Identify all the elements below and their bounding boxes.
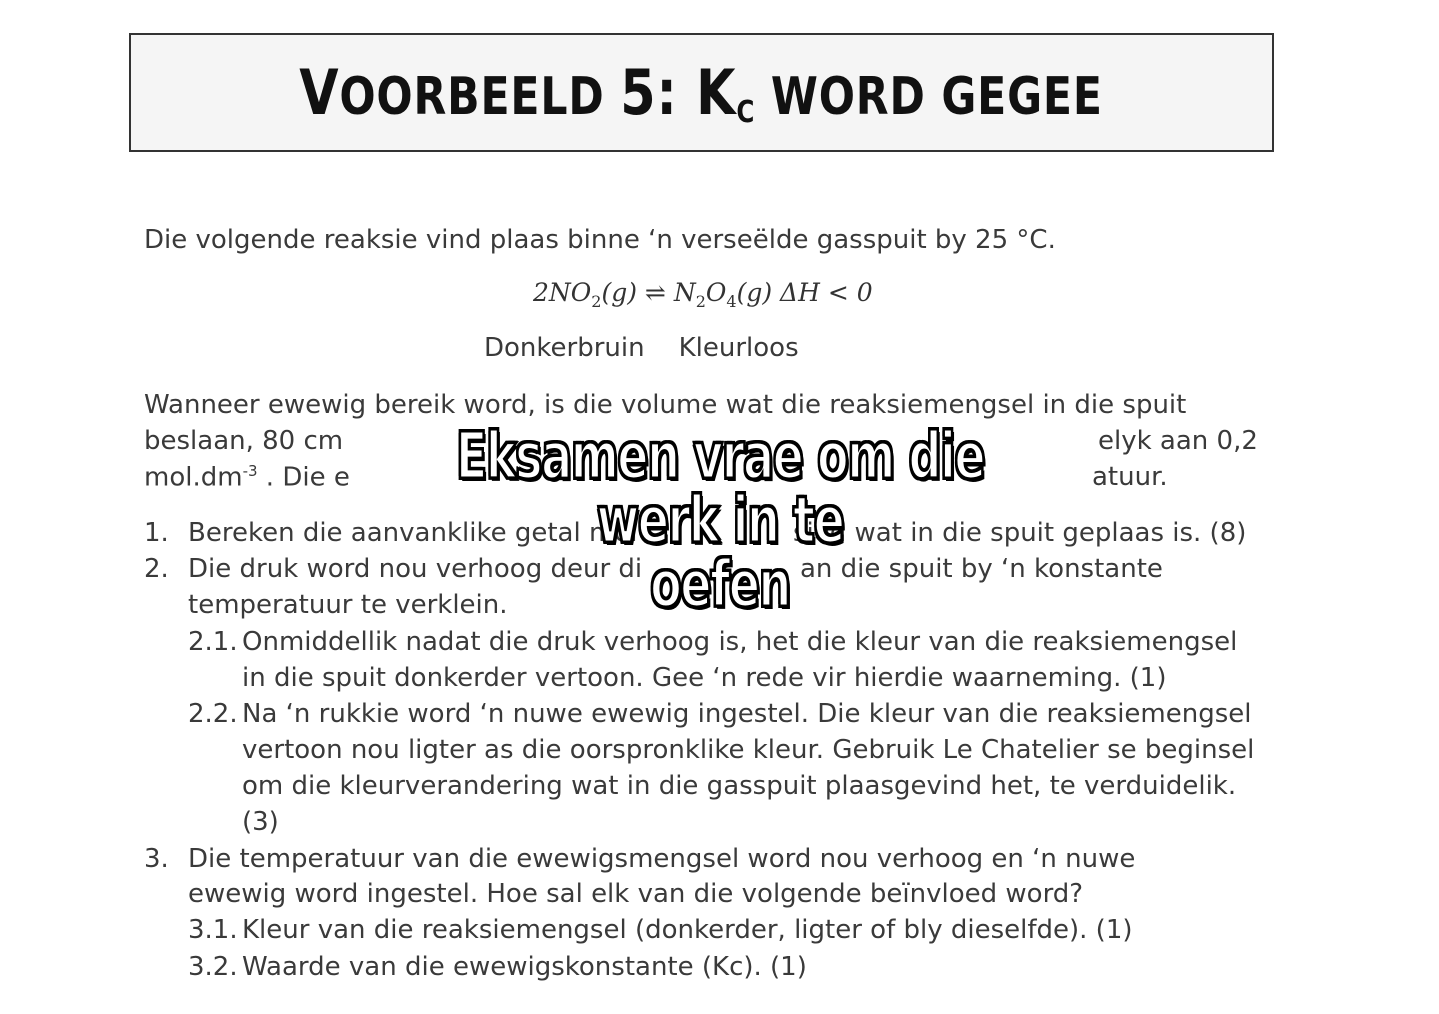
caption-overlay: [432, 420, 1008, 622]
question-text: om die kleurverandering wat in die gasspuit plaasgevind het, te verduidelik.: [242, 771, 1237, 801]
question-2-line: temperatuur te verklein.: [188, 590, 508, 620]
eq-arrow: (g) ⇌ N: [601, 278, 696, 307]
paragraph-line: elyk aan 0,2: [1098, 426, 1258, 456]
question-2-2: [188, 699, 1252, 729]
question-2-end: an die spuit by ‘n konstante: [800, 554, 1163, 584]
unit-exponent: -3: [242, 462, 258, 480]
title-number: 5: K: [620, 55, 737, 129]
unit: mol.dm: [144, 462, 243, 493]
question-text: Die temperatuur van die ewewigsmengsel word nou verhoog en ‘n nuwe: [188, 844, 1136, 874]
reaction-equation: [533, 278, 873, 311]
reactant-color: Donkerbruin: [484, 333, 645, 363]
eq-sub: 2: [591, 292, 602, 311]
eq-reactant: 2NO: [533, 278, 592, 307]
paragraph-line: Wanneer ewewig bereik word, is die volume wat die reaksiemengsel in die spuit: [144, 390, 1187, 420]
question-text: Bereken die aanvanklike getal mol: [188, 518, 638, 548]
eq-product: O: [705, 278, 727, 307]
eq-sub: 4: [726, 292, 737, 311]
question-text: in die spuit donkerder vertoon. Gee ‘n rede vir hierdie waarneming. (1): [242, 663, 1167, 693]
color-labels: [484, 333, 799, 363]
title-initial: V: [299, 55, 340, 129]
question-number: 2.1.: [188, 627, 238, 657]
title-box: [129, 33, 1274, 152]
question-text: vertoon nou ligter as die oorspronklike kleur. Gebruik Le Chatelier se beginsel: [242, 735, 1255, 765]
question-text: Na ‘n rukkie word ‘n nuwe ewewig ingestel. Die kleur van die reaksiemengsel: [242, 699, 1252, 729]
question-number: 1.: [144, 518, 169, 548]
caption-line: oefen: [650, 548, 790, 622]
question-text: Onmiddellik nadat die druk verhoog is, het die kleur van die reaksiemengsel: [242, 627, 1238, 657]
question-number: 2.2.: [188, 699, 238, 729]
eq-enthalpy: (g) ΔH < 0: [736, 278, 873, 307]
question-3-1: [188, 915, 1133, 945]
question-text: Waarde van die ewewigskonstante (Kc). (1): [242, 952, 807, 982]
question-marks: (3): [242, 807, 279, 837]
question-1-end: sied wat in die spuit geplaas is. (8): [793, 518, 1247, 548]
intro-text: Die volgende reaksie vind plaas binne ‘n verseëlde gasspuit by 25 °C.: [144, 225, 1056, 255]
question-number: 3.1.: [188, 915, 238, 945]
eq-sub: 2: [695, 292, 706, 311]
question-3: [144, 844, 1135, 874]
question-3-2: [188, 952, 807, 982]
title-subscript: C: [736, 94, 756, 130]
question-number: 3.: [144, 844, 169, 874]
question-2-1: [188, 627, 1237, 657]
paragraph-line: [144, 462, 350, 493]
question-number: 2.: [144, 554, 169, 584]
title-part-end: WORD GEGEE: [755, 66, 1104, 127]
question-text: Kleur van die reaksiemengsel (donkerder, ligter of bly dieselfde). (1): [242, 915, 1133, 945]
title-part: OORBEELD: [339, 66, 621, 127]
caption-line: Eksamen vrae om die werk in te: [455, 420, 985, 558]
paragraph-fragment: . Die e: [257, 462, 350, 493]
product-color: Kleurloos: [678, 333, 799, 363]
paragraph-line: atuur.: [1092, 462, 1168, 492]
page-title: [300, 56, 1104, 130]
question-text: ewewig word ingestel. Hoe sal elk van die volgende beïnvloed word?: [188, 879, 1084, 909]
question-text: Die druk word nou verhoog deur di: [188, 554, 643, 584]
paragraph-line: beslaan, 80 cm: [144, 426, 344, 456]
question-number: 3.2.: [188, 952, 238, 982]
